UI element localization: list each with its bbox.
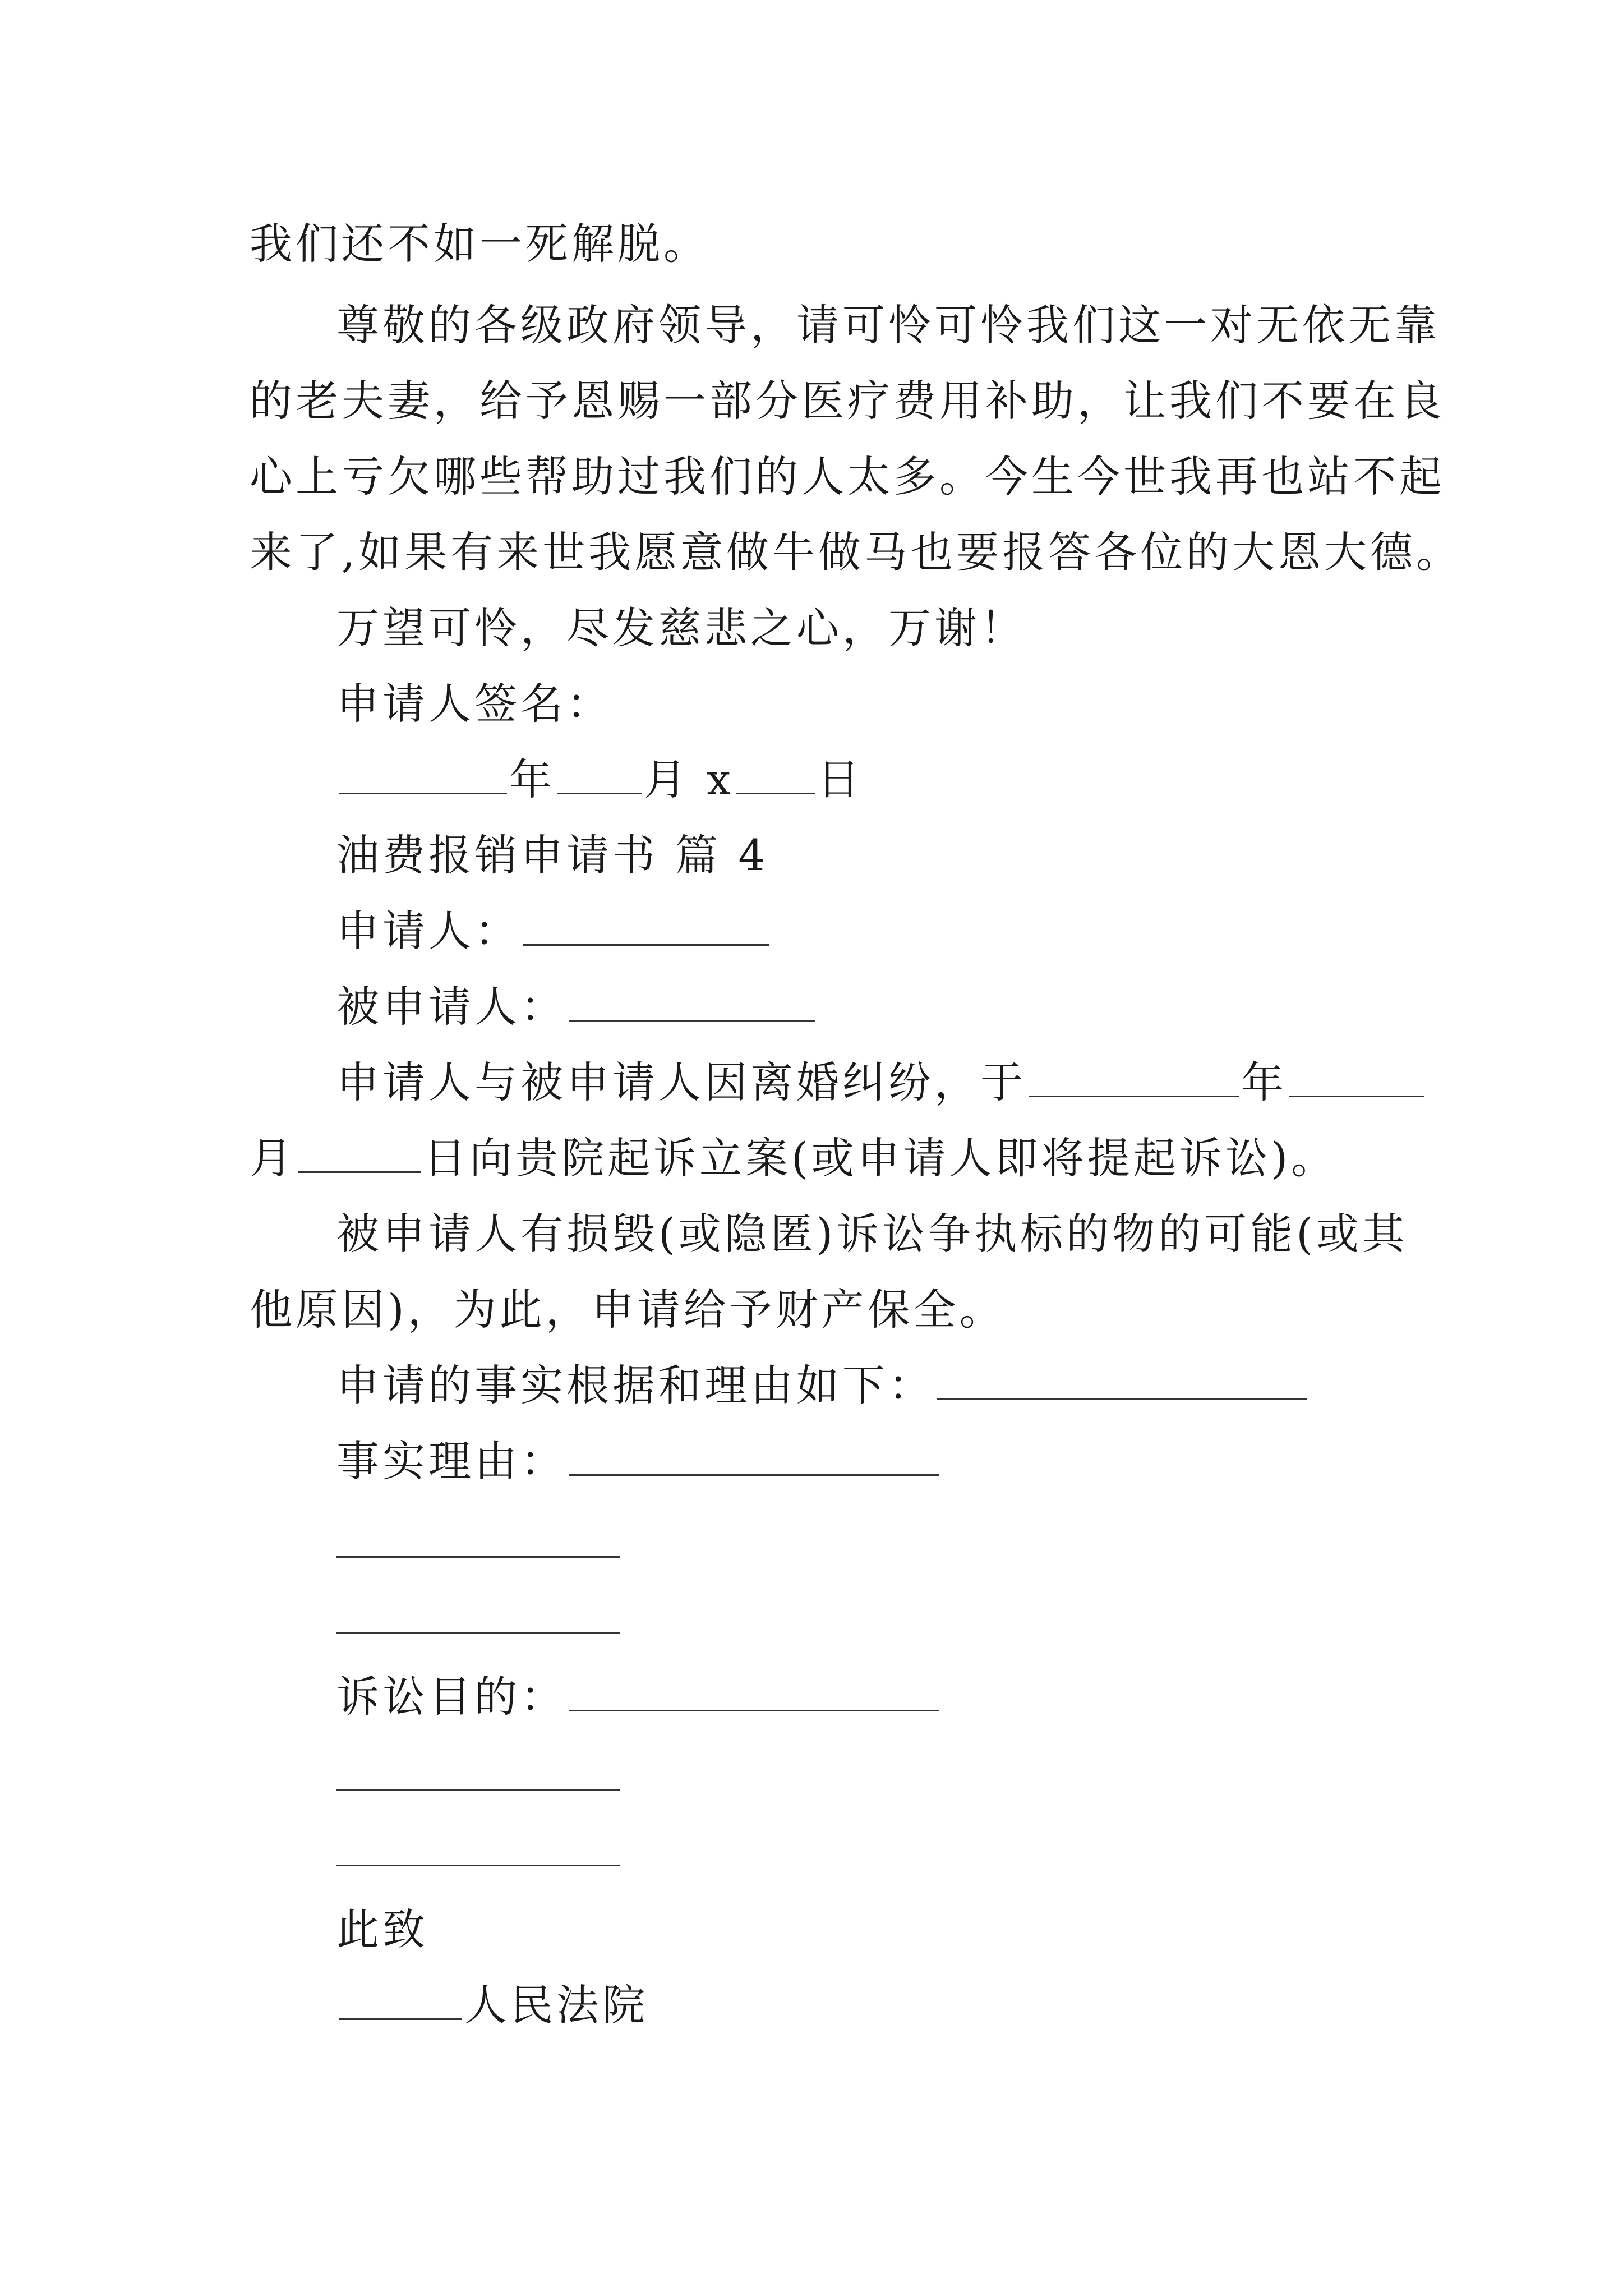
paragraph-2-line-3: 心上亏欠哪些帮助过我们的人太多。今生今世我再也站不起 (250, 452, 1445, 501)
date-year-blank (339, 752, 507, 794)
case-line-2 (250, 1130, 1337, 1186)
paragraph-2-line-1: 尊敬的各级政府领导，请可怜可怜我们这一对无依无靠 (336, 300, 1440, 350)
applicant-label: 申请人： (336, 906, 520, 956)
facts-basis-line (336, 1358, 1309, 1414)
case-year-label: 年 (1241, 1057, 1287, 1107)
purpose-blank-line-2 (336, 1787, 620, 1791)
paragraph-3: 万望可怜，尽发慈悲之心，万谢！ (336, 603, 1026, 653)
purpose-blank-line-3 (336, 1862, 620, 1866)
purpose-line (336, 1669, 941, 1725)
applicant-line (336, 903, 772, 959)
case-line-1 (336, 1055, 1426, 1111)
purpose-blank (569, 1669, 939, 1711)
date-month-blank (557, 752, 642, 794)
case-month-blank (1289, 1055, 1424, 1097)
court-name-blank (339, 1978, 462, 2020)
facts-blank-line-3 (336, 1630, 620, 1634)
paragraph-2-line-4: 来了,如果有来世我愿意做牛做马也要报答各位的大恩大德。 (250, 527, 1463, 577)
closing: 此致 (336, 1904, 428, 1954)
date-year-label: 年 (509, 754, 555, 804)
case-month-label: 月 (250, 1133, 296, 1183)
date-line (336, 752, 863, 808)
facts-label: 事实理由： (336, 1436, 566, 1486)
facts-blank-line-2 (336, 1554, 620, 1558)
paragraph-2-line-2: 的老夫妻，给予恩赐一部分医疗费用补助，让我们不要在良 (250, 376, 1445, 426)
respondent-blank (569, 979, 815, 1022)
court-suffix: 人民法院 (464, 1980, 648, 2030)
applicant-blank (523, 904, 769, 946)
case-line-2-text: 日向贵院起诉立案(或申请人即将提起诉讼)。 (423, 1133, 1338, 1183)
facts-blank (569, 1434, 939, 1476)
date-day-label: 日 (817, 754, 864, 804)
purpose-label: 诉讼目的： (336, 1672, 566, 1722)
reason-line-2: 他原因)，为此，申请给予财产保全。 (250, 1285, 1006, 1335)
case-line-1-text: 申请人与被申请人因离婚纠纷，于 (336, 1057, 1026, 1107)
facts-basis-label: 申请的事实根据和理由如下： (336, 1360, 934, 1410)
reason-line-1: 被申请人有损毁(或隐匿)诉讼争执标的物的可能(或其 (336, 1209, 1408, 1259)
court-line (336, 1977, 648, 2033)
date-day-blank (736, 752, 815, 794)
case-year-blank (1029, 1055, 1239, 1097)
case-day-blank (298, 1131, 421, 1173)
date-month-label: 月 x (644, 754, 735, 804)
section-title: 油费报销申请书 篇 4 (336, 830, 769, 880)
paragraph-1-line-1: 我们还不如一死解脱。 (250, 219, 709, 269)
respondent-line (336, 979, 818, 1035)
facts-basis-blank (937, 1358, 1307, 1400)
respondent-label: 被申请人： (336, 982, 566, 1032)
facts-line (336, 1433, 941, 1489)
signature-label: 申请人签名： (336, 679, 612, 729)
